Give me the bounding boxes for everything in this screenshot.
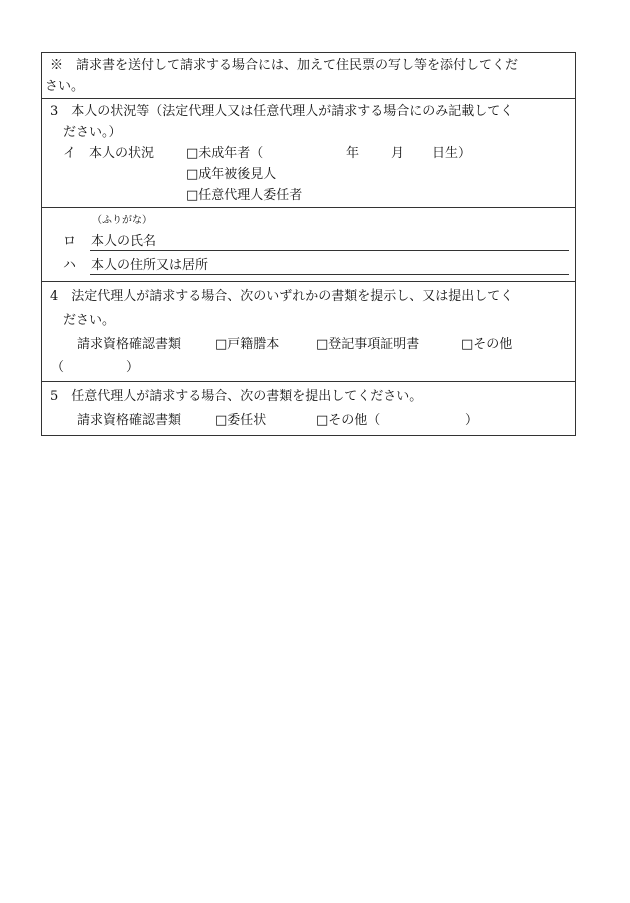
other-paren-close: ） bbox=[126, 360, 140, 375]
section-3-principal-status bbox=[42, 98, 575, 207]
section-5-voluntary-agent bbox=[42, 381, 575, 435]
principal-address-row bbox=[42, 254, 575, 278]
note-line-1 bbox=[42, 55, 575, 76]
section-3-heading-line-2 bbox=[42, 122, 575, 143]
section-5-heading: 5 任意代理人が請求する場合、次の書類を提出してください。 bbox=[50, 389, 423, 404]
furigana-row bbox=[42, 212, 575, 230]
section-5-docs-row bbox=[42, 409, 575, 433]
status-agent-row bbox=[42, 185, 575, 206]
checkbox-voluntary-principal[interactable]: □任意代理人委任者 bbox=[186, 188, 303, 203]
principal-name-marker: ロ bbox=[63, 234, 77, 249]
section-4-docs-row bbox=[42, 333, 575, 357]
checkbox-power-of-attorney[interactable]: □委任状 bbox=[215, 413, 267, 428]
checkbox-minor[interactable]: □未成年者（ bbox=[186, 146, 264, 161]
section-4-heading-2: ださい。 bbox=[63, 313, 116, 328]
checkbox-adult-ward[interactable]: □成年被後見人 bbox=[186, 167, 277, 182]
other-paren-open: （ bbox=[51, 360, 65, 375]
note-text-2: さい。 bbox=[45, 79, 85, 94]
section-4-legal-representative bbox=[42, 281, 575, 381]
section-5-docs-label: 請求資格確認書類 bbox=[77, 413, 182, 428]
note-section bbox=[42, 53, 575, 98]
section-4-heading-line-1 bbox=[42, 285, 575, 309]
section-3-heading-1: 3 本人の状況等（法定代理人又は任意代理人が請求する場合にのみ記載してく bbox=[50, 104, 514, 119]
proxy-other-paren-close: ） bbox=[465, 413, 479, 428]
status-item-label: イ 本人の状況 bbox=[63, 146, 155, 161]
section-4-heading-1: 4 法定代理人が請求する場合、次のいずれかの書類を提示し、又は提出してく bbox=[50, 289, 514, 304]
principal-name-field[interactable] bbox=[90, 250, 569, 251]
note-text-1: ※ 請求書を送付して請求する場合には、加えて住民票の写し等を添付してくだ bbox=[50, 58, 519, 73]
request-form-table bbox=[41, 52, 576, 436]
birth-month-label: 月 bbox=[391, 146, 405, 161]
furigana-label: （ふりがな） bbox=[92, 215, 152, 226]
birth-year-label: 年 bbox=[346, 146, 360, 161]
principal-name-row bbox=[42, 230, 575, 254]
principal-address-label: 本人の住所又は居所 bbox=[91, 258, 209, 273]
section-5-heading-line bbox=[42, 385, 575, 409]
principal-identity-section bbox=[42, 207, 575, 281]
checkbox-family-register[interactable]: □戸籍謄本 bbox=[215, 337, 280, 352]
checkbox-registry-certificate[interactable]: □登記事項証明書 bbox=[316, 337, 420, 352]
status-minor-row bbox=[42, 143, 575, 164]
principal-address-field[interactable] bbox=[90, 274, 569, 275]
checkbox-other-docs[interactable]: □その他 bbox=[461, 337, 513, 352]
principal-address-marker: ハ bbox=[63, 258, 77, 273]
section-4-docs-label: 請求資格確認書類 bbox=[77, 337, 182, 352]
note-line-2 bbox=[42, 76, 575, 97]
section-4-heading-line-2 bbox=[42, 309, 575, 333]
section-4-other-row bbox=[42, 357, 575, 379]
checkbox-other-proxy-docs[interactable]: □その他（ bbox=[316, 413, 381, 428]
section-3-heading-line-1 bbox=[42, 101, 575, 122]
status-guardian-row bbox=[42, 164, 575, 185]
birth-day-label: 日生） bbox=[432, 146, 472, 161]
principal-name-label: 本人の氏名 bbox=[91, 234, 157, 249]
section-3-heading-2: ださい。） bbox=[63, 125, 122, 140]
